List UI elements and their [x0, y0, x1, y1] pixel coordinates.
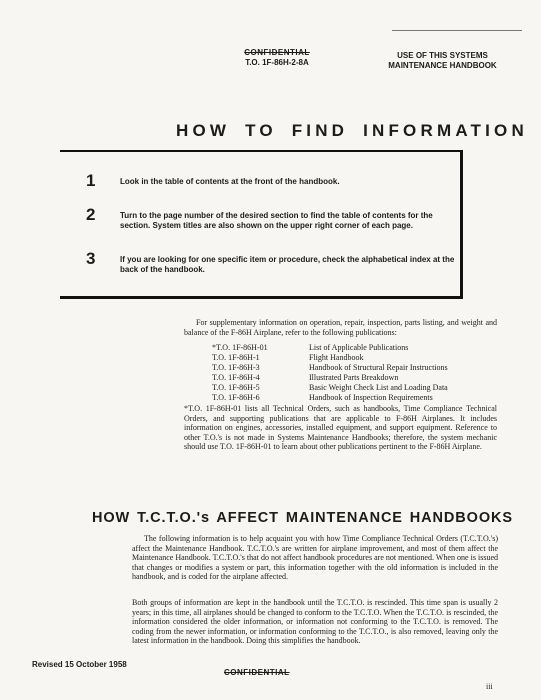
top-rule [392, 30, 522, 31]
publication-row [212, 373, 502, 383]
publication-list [212, 343, 502, 403]
publication-title: Illustrated Parts Breakdown [309, 373, 399, 382]
publication-number: T.O. 1F-86H-4 [212, 373, 260, 382]
header-section-title-line1: USE OF THIS SYSTEMS [397, 51, 488, 60]
publication-number: T.O. 1F-86H-3 [212, 363, 260, 372]
step-number: 2 [86, 205, 96, 224]
publication-title: Handbook of Structural Repair Instructions [309, 363, 448, 372]
step-text: If you are looking for one specific item or procedure, check the alphabetical index at the back of the handbook. [120, 255, 455, 274]
publications-footnote: *T.O. 1F-86H-01 lists all Technical Orders, such as handbooks, Time Compliance Technical Orders, and supporting publications that are applicable to F-86H Airplanes. It includes information on engines, accessories, installed equipment, and support equipment. Reference to other T.O.'s is not made in Systems Maintenance Handbooks; therefore, the system mechanic should use T.O. 1F-86H-01 to learn about other publications pertinent to the F-86H Airplane. [184, 404, 497, 452]
header-block [222, 48, 332, 68]
tcto-paragraph-2 [132, 598, 498, 646]
publication-title: Flight Handbook [309, 353, 364, 362]
publication-number: T.O. 1F-86H-1 [212, 353, 260, 362]
publication-title: Basic Weight Check List and Loading Data [309, 383, 448, 392]
step-text: Turn to the page number of the desired section to find the table of contents for the section. System titles are also shown on the upper right corner of each page. [120, 211, 433, 230]
supplementary-intro [184, 318, 497, 337]
supplementary-intro-text: For supplementary information on operation, repair, inspection, parts listing, and weight and balance of the F-86H Airplane, refer to the following publications: [184, 318, 497, 337]
tcto-paragraph-1-text: The following information is to help acquaint you with how Time Compliance Technical Orders (T.C.T.O.'s) affect the Maintenance Handbook. T.C.T.O.'s are written for airplane improvement, and most of them affect the Maintenance Handbook. T.C.T.O.'s that do not affect handbook procedures are not mentioned. When one is issued that changes or modifies a system or part, this information together with the old information is included in the handbook, and is coded for the airplane affected. [132, 534, 498, 582]
header-section-title-line2: MAINTENANCE HANDBOOK [388, 61, 497, 70]
tcto-paragraph-1 [132, 534, 498, 582]
publication-row [212, 343, 502, 353]
tcto-heading: HOW T.C.T.O.'s AFFECT MAINTENANCE HANDBOOKS [92, 510, 513, 526]
tcto-paragraph-2-text: Both groups of information are kept in the handbook until the T.C.T.O. is rescinded. This time span is usually 2 years; in this time, all airplanes should be changed to conform to the T.C.T.O. When the T.C.T.O. is rescinded, the information considered the older information, or information not conforming to the T.C.T.O. is removed. The coding from the newer information, or information conforming to the T.C.T.O., is also removed, leaving only the latest information in the handbook. Doing this simplifies the handbook. [132, 598, 498, 646]
revision-date: Revised 15 October 1958 [32, 660, 127, 669]
publication-title: Handbook of Inspection Requirements [309, 393, 433, 402]
publication-row [212, 393, 502, 403]
header-classification: CONFIDENTIAL [244, 48, 310, 57]
publication-row [212, 383, 502, 393]
publication-row [212, 353, 502, 363]
publication-number: *T.O. 1F-86H-01 [212, 343, 268, 352]
page-number: iii [486, 682, 493, 691]
header-tech-order: T.O. 1F-86H-2-8A [245, 58, 309, 67]
step-text: Look in the table of contents at the front of the handbook. [120, 177, 340, 186]
publication-title: List of Applicable Publications [309, 343, 409, 352]
publication-number: T.O. 1F-86H-5 [212, 383, 260, 392]
header-section-title [380, 51, 505, 71]
step-number: 1 [86, 171, 96, 190]
step-number: 3 [86, 249, 96, 268]
footer-classification: CONFIDENTIAL [224, 668, 290, 677]
publication-number: T.O. 1F-86H-6 [212, 393, 260, 402]
publication-row [212, 363, 502, 373]
find-info-heading: HOW TO FIND INFORMATION [176, 121, 528, 140]
